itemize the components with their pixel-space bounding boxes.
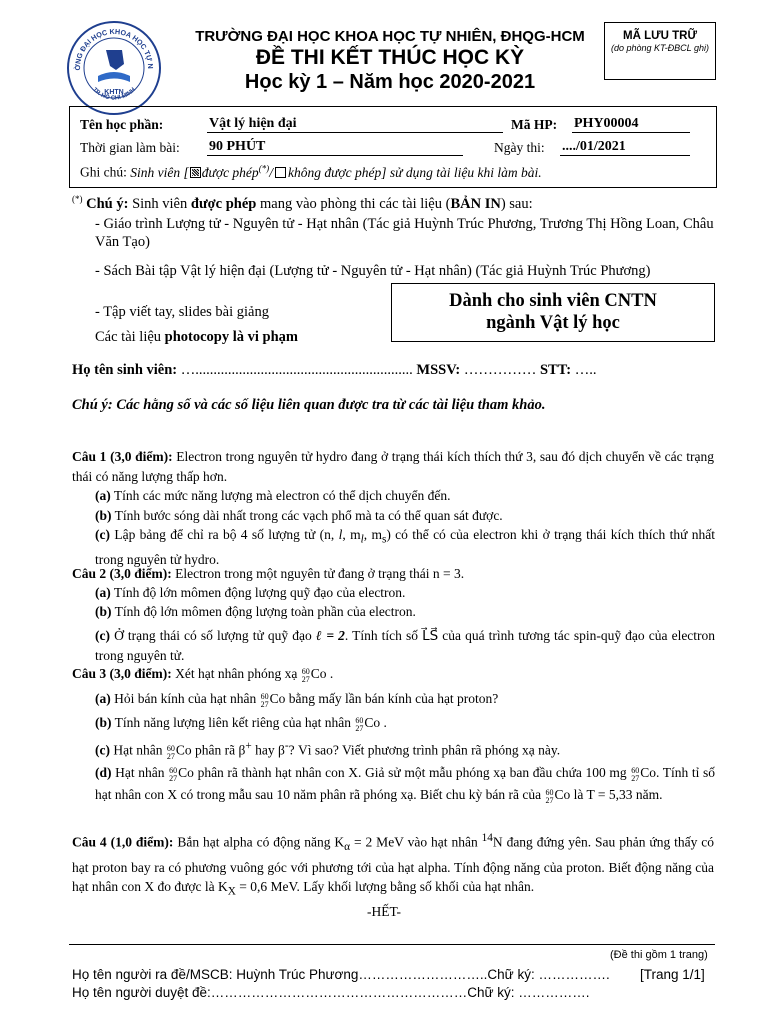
date-label: Ngày thi:: [494, 140, 545, 155]
exam-header: [175, 28, 605, 94]
logo-arc-bottom: TP. HỒ CHÍ MINH: [91, 86, 137, 102]
exam-title: ĐỀ THI KẾT THÚC HỌC KỲ: [255, 46, 525, 69]
question-2: Câu 2 (3,0 điểm): Electron trong một nguyên tử đang ở trạng thái n = 3.: [72, 566, 465, 581]
photocopy-warning: Các tài liệu photocopy là vi phạm: [95, 329, 299, 345]
date-value: ..../01/2021: [560, 139, 690, 156]
cntn-box: [391, 283, 715, 342]
student-name-label: Họ tên sinh viên:: [72, 362, 178, 378]
course-info-box: [69, 106, 717, 188]
materials-intro: (*) Chú ý: Sinh viên được phép mang vào phòng thi các tài liệu (BẢN IN) sau:: [72, 194, 533, 212]
empty-checkbox-icon: [275, 167, 286, 178]
checked-checkbox-icon: [190, 167, 201, 178]
question-4: Câu 4 (1,0 điểm): Bắn hạt alpha có động năng $K_\alpha = 2$ MeV vào hạt nhân $^{14}$N đang đứng yên. Sau phản ứng thấy có hạt proton bay ra có phương vuông góc với phương tới của hạt alpha. Tính động năng của proton. Biết động năng của hạt nhân con X đo được là $K_X = 0,6$ MeV. Lấy khối lượng bằng số khối của hạt nhân.: [72, 832, 715, 898]
code-value: PHY00004: [572, 116, 690, 133]
archive-code-box: [604, 22, 716, 80]
course-value: Vật lý hiện đại: [207, 116, 503, 133]
question-2c: (c) Ở trạng thái có số lượng tử quỹ đạo ℓ = 2. Tính tích số L⃗S⃗ của quá trình tương tác spin-quỹ đạo của electron trong nguyên tử.: [95, 628, 716, 663]
material-item-2: - Sách Bài tập Vật lý hiện đại (Lượng tử - Nguyên tử - Hạt nhân) (Tác giả Huỳnh Trúc Phương): [95, 263, 651, 279]
end-marker: -HẾT-: [367, 904, 401, 919]
material-item-1: - Giáo trình Lượng tử - Nguyên tử - Hạt nhân (Tác giả Huỳnh Trúc Phương, Trương Thị Hồng Loan, Châu Văn Tạo): [95, 216, 714, 250]
page-count-note: (Đề thi gồm 1 trang): [610, 949, 708, 961]
question-3: Câu 3 (3,0 điểm): Xét hạt nhân phóng xạ 60 27Co .: [72, 666, 334, 684]
mssv-label: MSSV:: [416, 362, 461, 378]
question-3d: (d) Hạt nhân 60 27Co phân rã thành hạt nhân con X. Giả sử một mẫu phóng xạ ban đầu chứa 100 mg 60 27Co. Tính tỉ số hạt nhân con X có trong mẫu sau 10 năm phân rã phóng xạ. Biết chu kỳ bán rã của 60 27Co là T = 5,33 năm.: [95, 765, 716, 805]
material-item-3: - Tập viết tay, slides bài giảng: [95, 304, 269, 320]
question-1a: (a) Tính các mức năng lượng mà electron có thể dịch chuyển đến.: [95, 488, 451, 503]
question-3a: (a) Hỏi bán kính của hạt nhân 60 27Co bằng mấy lần bán kính của hạt proton?: [95, 691, 499, 709]
student-info-line: [72, 362, 596, 379]
author-line: Họ tên người ra đề/MSCB: Huỳnh Trúc Phương………………………..Chữ ký: …………….: [72, 967, 610, 982]
duration-label: Thời gian làm bài:: [80, 140, 180, 155]
mssv-field[interactable]: ……………: [463, 362, 537, 378]
university-logo: [66, 20, 162, 116]
archive-note: (do phòng KT-ĐBCL ghi): [610, 43, 710, 53]
code-label: Mã HP:: [511, 117, 558, 132]
logo-arc-text: ỜNG ĐẠI HỌC KHOA HỌC TỰ N: [72, 26, 156, 71]
student-name-field[interactable]: …............................................................: [180, 362, 413, 378]
question-1: Câu 1 (3,0 điểm): Electron trong nguyên tử hydro đang ở trạng thái kích thích thứ 3, sau đó dịch chuyển về các trạng thái có năng lượng thấp hơn.: [72, 449, 715, 484]
cntn-line-2: ngành Vật lý học: [486, 313, 620, 333]
question-2a: (a) Tính độ lớn mômen động lượng quỹ đạo của electron.: [95, 585, 406, 600]
question-3b: (b) Tính năng lượng liên kết riêng của hạt nhân 60 27Co .: [95, 715, 387, 733]
duration-value: 90 PHÚT: [207, 139, 463, 156]
exam-term: Học kỳ 1 – Năm học 2020-2021: [244, 71, 536, 93]
logo-center-text: KHTN: [104, 89, 124, 96]
question-2b: (b) Tính độ lớn mômen động lượng toàn phần của electron.: [95, 604, 416, 619]
archive-title: MÃ LƯU TRỮ: [622, 30, 697, 42]
cntn-line-1: Dành cho sinh viên CNTN: [449, 291, 657, 311]
course-label: Tên học phần:: [80, 117, 164, 132]
question-1b: (b) Tính bước sóng dài nhất trong các vạch phổ mà ta có thể quan sát được.: [95, 508, 503, 523]
stt-field[interactable]: …..: [574, 362, 597, 378]
question-1c: (c) Lập bảng để chỉ ra bộ 4 số lượng tử (n, l, $m_l$, $m_s$) có thể có của electron khi ở trạng thái kích thích thứ nhất trong nguyên tử hydro.: [95, 527, 716, 568]
school-name: TRƯỜNG ĐẠI HỌC KHOA HỌC TỰ NHIÊN, ĐHQG-HCM: [195, 28, 585, 45]
page-number: [Trang 1/1]: [640, 967, 705, 982]
question-3c: (c) Hạt nhân 60 27Co phân rã β+ hay β-? Vì sao? Viết phương trình phân rã phóng xạ này.: [95, 740, 561, 761]
constants-note: Chú ý: Các hằng số và các số liệu liên quan được tra từ các tài liệu tham khảo.: [72, 397, 546, 413]
stt-label: STT:: [539, 362, 572, 378]
materials-note: Ghi chú: Sinh viên [ được phép(*)/ không được phép] sử dụng tài liệu khi làm bài.: [80, 163, 542, 180]
footer-divider: [69, 944, 715, 945]
reviewer-line: Họ tên người duyệt đề:…………………………………………………Chữ ký: …………….: [72, 985, 590, 1000]
